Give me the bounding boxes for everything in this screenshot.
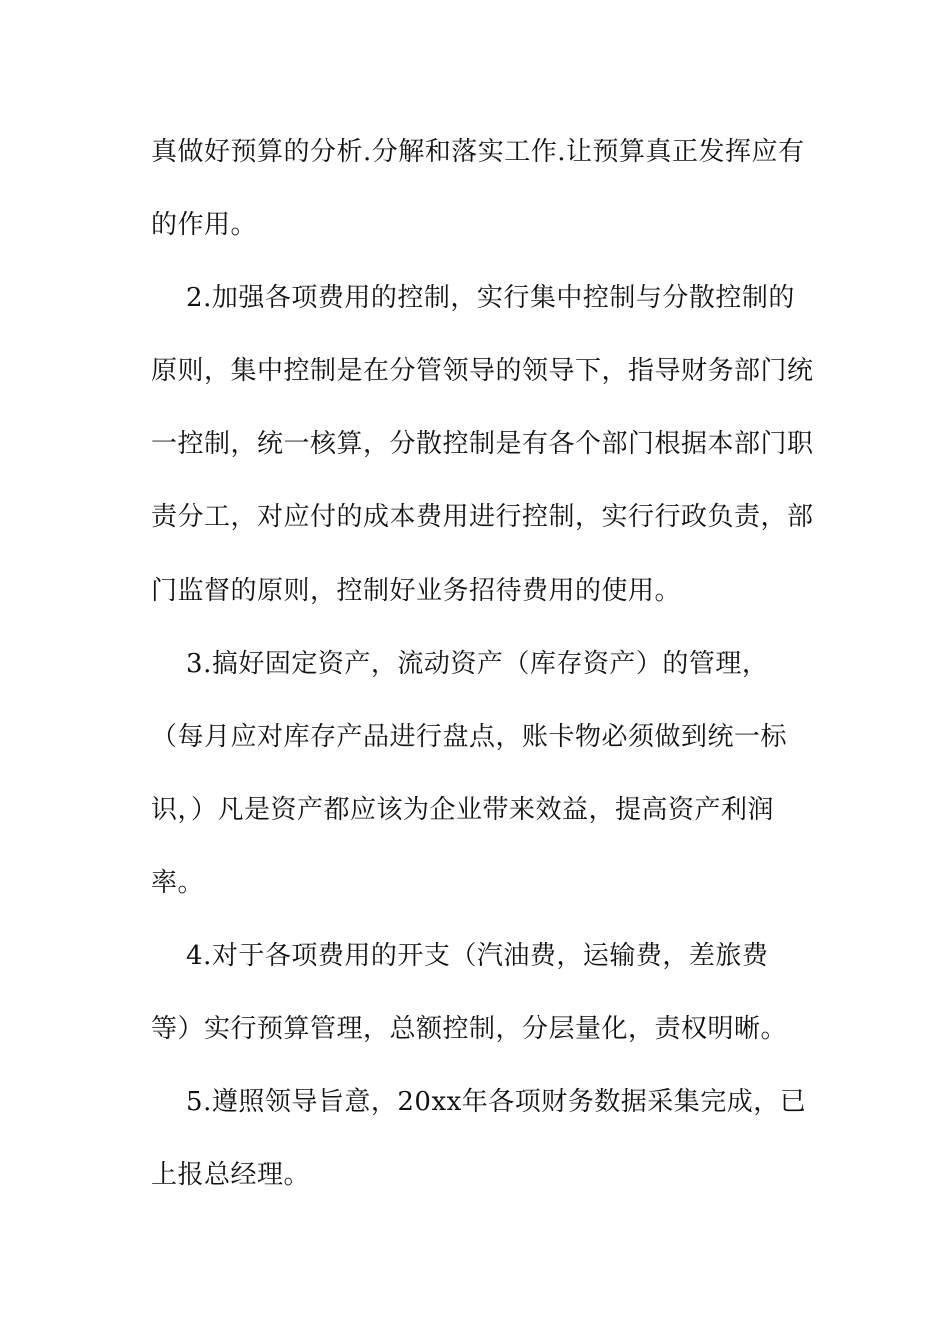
- text-line: 等）实行预算管理，总额控制，分层量化，责权明晰。: [151, 1014, 788, 1045]
- text-line: 5.遵照领导旨意，20xx年各项财务数据采集完成，已: [151, 1087, 807, 1118]
- text-line: 2.加强各项费用的控制，实行集中控制与分散控制的: [151, 283, 795, 314]
- text-line: 率。: [151, 867, 205, 898]
- text-line: （每月应对库存产品进行盘点，账卡物必须做到统一标: [151, 721, 788, 752]
- text-line: 责分工，对应付的成本费用进行控制，实行行政负责，部: [151, 502, 814, 533]
- text-line: 原则，集中控制是在分管领导的领导下，指导财务部门统: [151, 356, 814, 387]
- text-line: 上报总经理。: [151, 1160, 311, 1191]
- text-line: 一控制，统一核算，分散控制是有各个部门根据本部门职: [151, 429, 814, 460]
- text-line: 的作用。: [151, 210, 258, 241]
- text-line: 真做好预算的分析.分解和落实工作.让预算真正发挥应有: [151, 137, 805, 167]
- text-line: 门监督的原则，控制好业务招待费用的使用。: [151, 575, 682, 606]
- document-body: [151, 128, 814, 1224]
- text-line: 识，）凡是资产都应该为企业带来效益，提高资产利润: [151, 794, 775, 825]
- text-line: 3.搞好固定资产，流动资产（库存资产）的管理，: [151, 648, 769, 679]
- text-line: 4.对于各项费用的开支（汽油费，运输费，差旅费: [151, 941, 769, 972]
